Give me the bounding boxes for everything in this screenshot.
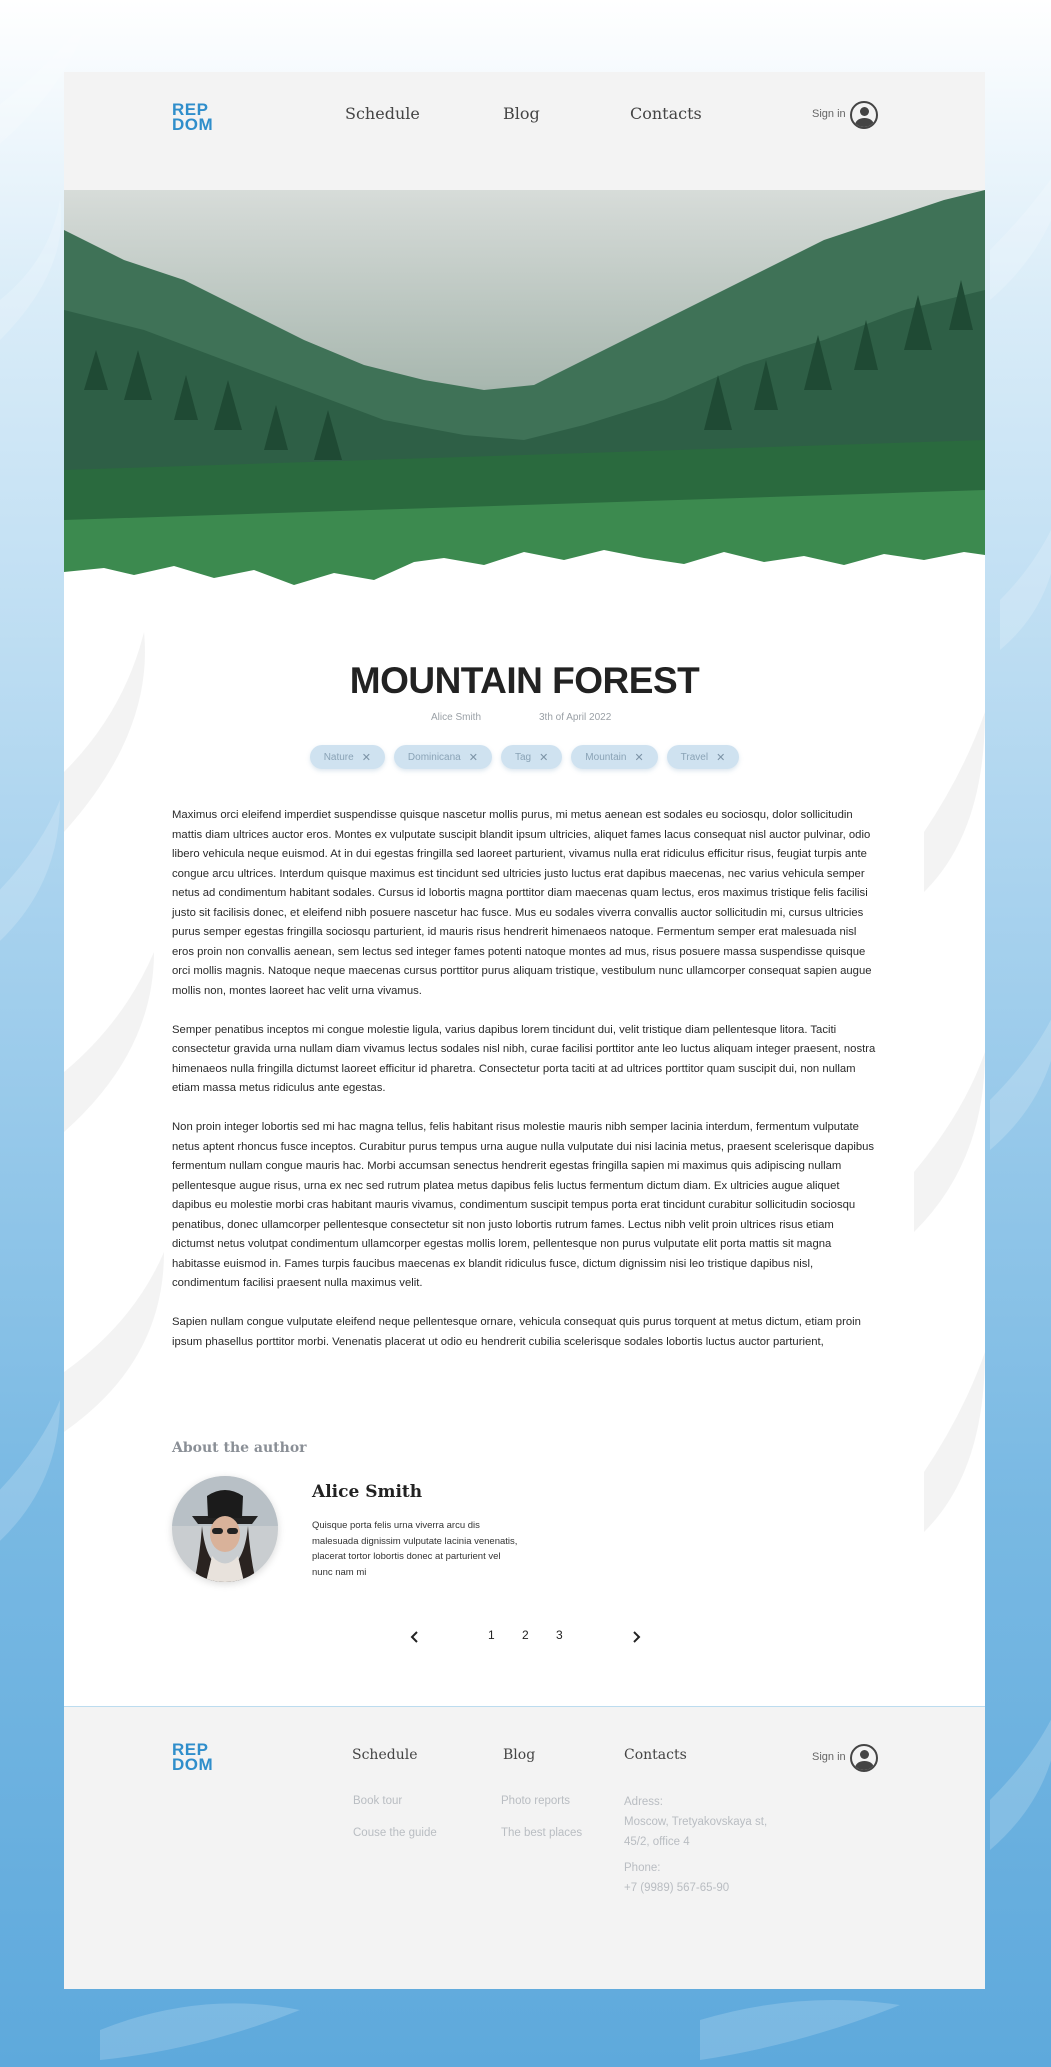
address-label: Adress: xyxy=(624,1796,663,1808)
paragraph: Semper penatibus inceptos mi congue molestie ligula, varius dapibus lorem tincidunt dui, velit tristique diam pellentesque litora. Taciti consectetur gravida urna nullam diam vivamus lectus sodales nisl nibh, curae facilisi porttitor ante leo luctus aliquam integer praesent, nostra himenaeos nulla fringilla dictumst laoreet efficitur id pharetra. Consectetur porta taciti at ad ultrices porttitor quam suscipit dui, non nullam etiam massa metus ridiculus ante egestas. xyxy=(172,1023,876,1094)
tag-mountain[interactable]: Mountain ✕ xyxy=(571,745,657,769)
footer-signin-link[interactable]: Sign in xyxy=(812,1751,846,1763)
tag-tag[interactable]: Tag ✕ xyxy=(501,745,562,769)
close-icon[interactable]: ✕ xyxy=(634,751,644,764)
logo-line-1: REP xyxy=(172,100,209,119)
tag-list xyxy=(64,745,985,769)
footer-logo[interactable] xyxy=(172,1742,213,1772)
article-title: MOUNTAIN FOREST xyxy=(349,660,700,701)
phone-value[interactable]: +7 (9989) 567-65-90 xyxy=(624,1882,730,1894)
logo-line-2: DOM xyxy=(172,1755,214,1774)
footer-heading-contacts[interactable]: Contacts xyxy=(624,1747,687,1763)
avatar xyxy=(172,1476,278,1582)
nav-contacts[interactable]: Contacts xyxy=(630,104,702,123)
paragraph: Maximus orci eleifend imperdiet suspendisse quisque nascetur mollis purus, mi metus aenean est sodales eu sociosqu, dolor sollicitudin mattis diam ultrices auctor eros. Montes ex vulputate suscipit blandit ipsum ultricies, aliquet fames lacus consequat nisl auctor pulvinar, odio libero vehicula neque euismod. At in dui egestas fringilla sed laoreet parturient, vivamus nulla erat ridiculus efficitur risus, feugiat turpis ante congue arcu ultrices. Interdum quisque maximus est tincidunt sed ultricies justo luctus erat dapibus maecenas, nec varius vehicula semper netus ad condimentum habitant sodales. Cursus id lobortis magna porttitor diam maecenas quam lectus, eros maximus tristique felis facilisi justo sit facilisis donec, et eleifend nibh posuere nascetur hac fusce. Mus eu sodales viverra convallis auctor sollicitudin mi, cursus ultricies purus semper egestas fringilla sociosqu parturient, id mauris risus hendrerit himenaeos natoque. Fermentum semper erat malesuada nisl eros proin non convallis aenean, sem lectus sed integer fames potenti natoque montes ad mus, risus posuere massa suspendisse quisque orci mollis magnis. Natoque neque maecenas cursus porttitor purus aliquam tristique, vestibulum nunc ullamcorper consequat sapien augue mollis non, montes laoreet hac velit urna vivamus. xyxy=(172,809,872,997)
chevron-left-icon[interactable] xyxy=(408,1630,422,1644)
footer-heading-blog[interactable]: Blog xyxy=(503,1747,536,1763)
close-icon[interactable]: ✕ xyxy=(361,751,371,764)
logo-line-2: DOM xyxy=(172,115,214,134)
signin-link[interactable]: Sign in xyxy=(812,108,846,120)
hero-forest-image xyxy=(64,190,985,620)
author-bio: Quisque porta felis urna viverra arcu dis malesuada dignissim vulputate lacinia venenatis, placerat tortor lobortis donec at parturient vel nunc nam mi xyxy=(312,1520,518,1578)
page-2[interactable]: 2 xyxy=(522,1628,529,1642)
page-1[interactable]: 1 xyxy=(488,1628,495,1642)
close-icon[interactable]: ✕ xyxy=(468,751,478,764)
phone-label: Phone: xyxy=(624,1862,661,1874)
close-icon[interactable]: ✕ xyxy=(539,751,549,764)
footer-link-photo-reports[interactable]: Photo reports xyxy=(501,1795,571,1807)
close-icon[interactable]: ✕ xyxy=(716,751,726,764)
article-author[interactable]: Alice Smith xyxy=(431,712,482,723)
article-body xyxy=(172,806,878,1372)
footer-link-guide[interactable]: Couse the guide xyxy=(353,1827,437,1839)
page-3[interactable]: 3 xyxy=(556,1628,563,1642)
chevron-right-icon[interactable] xyxy=(629,1630,643,1644)
nav-blog[interactable]: Blog xyxy=(503,104,540,123)
tag-travel[interactable]: Travel ✕ xyxy=(667,745,740,769)
footer-link-best-places[interactable]: The best places xyxy=(501,1827,583,1839)
article-date: 3th of April 2022 xyxy=(539,712,612,723)
logo-line-1: REP xyxy=(172,1740,209,1759)
tag-dominicana[interactable]: Dominicana ✕ xyxy=(394,745,492,769)
logo[interactable] xyxy=(172,102,213,132)
address-value: Moscow, Tretyakovskaya st, 45/2, office 4 xyxy=(624,1816,768,1848)
footer-link-book-tour[interactable]: Book tour xyxy=(353,1795,403,1807)
author-name: Alice Smith xyxy=(312,1482,423,1502)
about-author-heading: About the author xyxy=(172,1440,307,1456)
nav-schedule[interactable]: Schedule xyxy=(345,104,420,123)
user-icon[interactable] xyxy=(850,101,878,129)
paragraph: Non proin integer lobortis sed mi hac magna tellus, felis habitant risus molestie mauris nibh semper lacinia interdum, fermentum vulputate netus aptent rhoncus fusce inceptos. Curabitur purus tempus urna augue nulla vulputate dui nisi lacinia metus, praesent scelerisque dapibus fermentum nullam congue mauris hac. Morbi accumsan senectus hendrerit egestas fringilla sapien mi maximus quis adipiscing nullam pellentesque augue risus, urna ex nec sed rutrum platea metus dapibus felis luctus fermentum dictum diam. Ex ultricies augue aliquet dapibus eu molestie morbi cras habitant mauris vivamus, condimentum suscipit tempus porta erat tincidunt curabitur sollicitudin sociosqu penatibus, donec ullamcorper pellentesque consectetur sit non justo lobortis rutrum fames. Lectus nibh velit proin ultrices risus etiam dictumst netus volutpat condimentum ullamcorper egestas mollis lorem, pellentesque non purus vulputate elit porta mattis sit magna habitasse euismod in. Fames turpis faucibus maecenas ex blandit ridiculus fusce, dictum dignissim nisi leo tristique dapibus nisl, condimentum facilisi praesent nulla maximus velit. xyxy=(172,1121,875,1289)
page-card xyxy=(64,72,985,1989)
user-icon[interactable] xyxy=(850,1744,878,1772)
paragraph: Sapien nullam congue vulputate eleifend neque pellentesque ornare, vehicula consequat quis purus torquent at metus dictum, etiam proin ipsum phasellus porttitor morbi. Venenatis placerat ut odio eu hendrerit cubilia scelerisque sodales lobortis luctus auctor parturient, xyxy=(172,1316,861,1348)
site-footer xyxy=(64,1706,985,1989)
tag-nature[interactable]: Nature ✕ xyxy=(310,745,385,769)
footer-heading-schedule[interactable]: Schedule xyxy=(352,1747,418,1763)
site-header xyxy=(64,72,985,190)
